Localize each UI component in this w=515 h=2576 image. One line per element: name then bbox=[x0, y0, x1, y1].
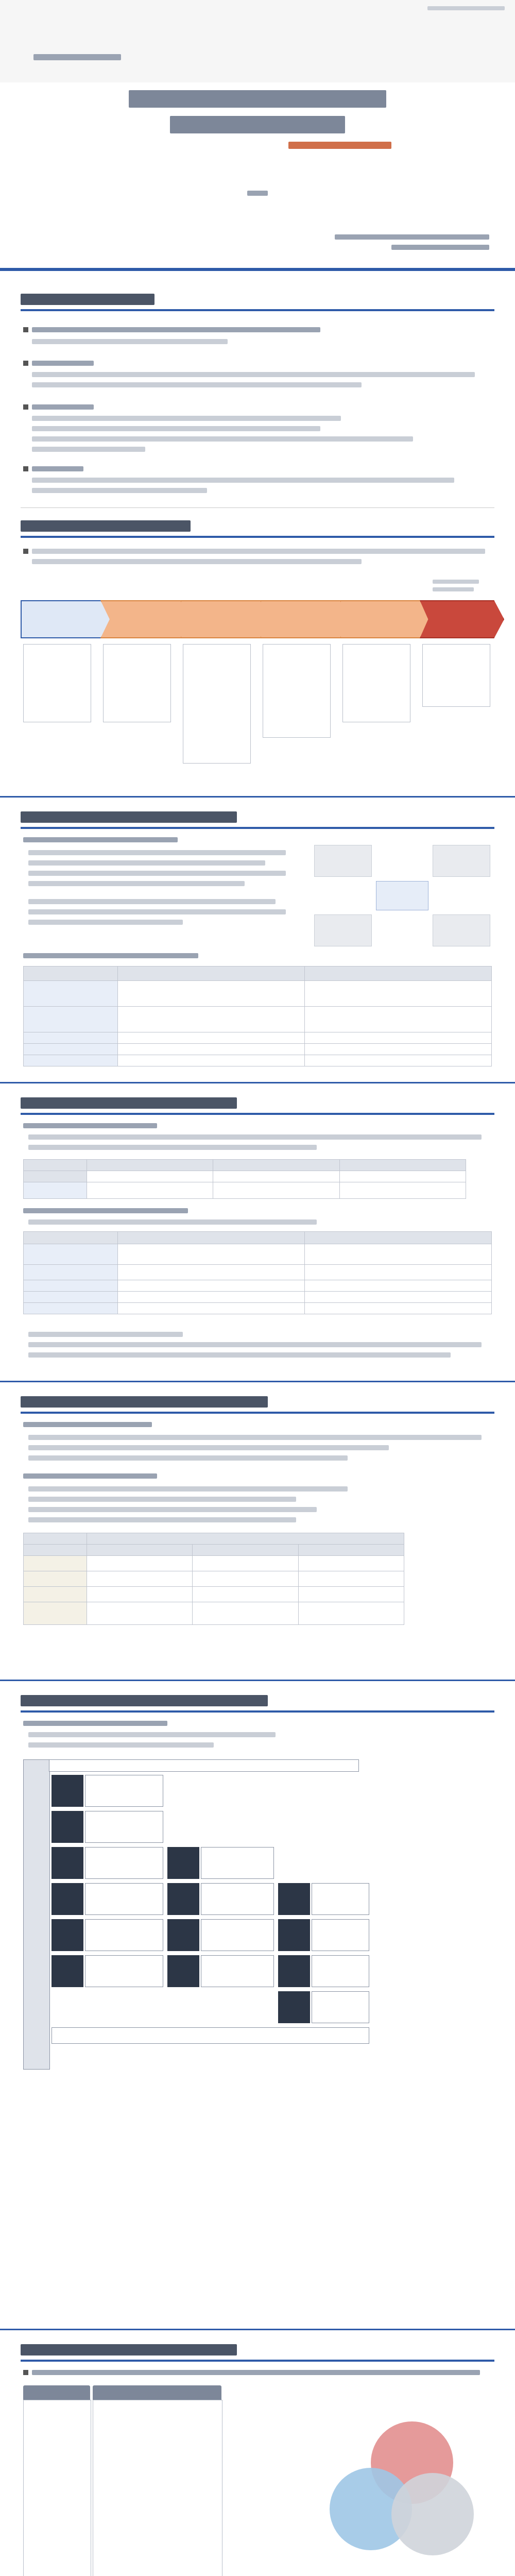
text-line bbox=[32, 2370, 480, 2375]
text-line bbox=[28, 920, 183, 925]
text-line bbox=[28, 1517, 296, 1522]
text-line bbox=[28, 850, 286, 855]
text-line bbox=[28, 1497, 296, 1502]
section-divider bbox=[0, 1381, 515, 1382]
org-column-header bbox=[93, 2385, 221, 2400]
subheading bbox=[23, 1123, 157, 1128]
text-line bbox=[32, 466, 83, 471]
text-line bbox=[32, 339, 228, 344]
text-line bbox=[28, 871, 286, 876]
subheading bbox=[23, 1208, 188, 1213]
text-line bbox=[28, 1435, 482, 1440]
conflict-table bbox=[23, 1159, 466, 1199]
text-line bbox=[28, 1742, 214, 1748]
module-detail-2 bbox=[103, 644, 171, 722]
org-left-column bbox=[23, 2400, 91, 2576]
section-divider bbox=[0, 796, 515, 798]
subheading bbox=[23, 1422, 152, 1427]
section-4-rule bbox=[21, 2360, 494, 2362]
text-line bbox=[28, 1332, 183, 1337]
text-line bbox=[28, 1486, 348, 1492]
section-3-1-title bbox=[21, 811, 237, 823]
bullet bbox=[23, 2370, 28, 2375]
text-line bbox=[32, 478, 454, 483]
text-line bbox=[32, 436, 413, 442]
text-line bbox=[28, 1342, 482, 1347]
text-line bbox=[28, 1352, 451, 1358]
driver-box-please-others bbox=[314, 845, 372, 877]
section-separator bbox=[21, 507, 494, 508]
header-band bbox=[0, 0, 515, 82]
module-step-3 bbox=[180, 600, 272, 638]
module-detail-4 bbox=[263, 644, 331, 738]
subheading bbox=[23, 837, 178, 842]
section-3-2b-rule bbox=[21, 1710, 494, 1713]
text-line bbox=[32, 404, 94, 410]
collaboration-table bbox=[23, 1231, 492, 1314]
section-1-rule bbox=[21, 309, 494, 311]
bullet bbox=[23, 549, 28, 554]
section-1-title bbox=[21, 294, 154, 305]
text-line bbox=[32, 382, 362, 387]
text-line bbox=[32, 372, 475, 377]
subheading bbox=[23, 953, 198, 958]
text-line bbox=[32, 361, 94, 366]
header-main-title-line2 bbox=[170, 116, 345, 133]
section-3-2-rule bbox=[21, 1412, 494, 1414]
section-divider bbox=[0, 1082, 515, 1083]
discount-matrix-table bbox=[23, 1533, 404, 1625]
text-line bbox=[32, 549, 485, 554]
driver-box-hurry-up bbox=[376, 881, 428, 910]
text-line bbox=[28, 1507, 317, 1512]
module-step-2 bbox=[100, 600, 193, 638]
section-2-title bbox=[21, 520, 191, 532]
text-line bbox=[32, 416, 341, 421]
text-line bbox=[28, 1145, 317, 1150]
text-line bbox=[28, 1134, 482, 1140]
text-line bbox=[28, 1455, 348, 1461]
collective-intelligence-circle bbox=[391, 2473, 474, 2555]
text-line bbox=[28, 1732, 276, 1737]
text-line bbox=[28, 909, 286, 914]
section-2-rule bbox=[21, 536, 494, 538]
section-3-1b-rule bbox=[21, 1113, 494, 1115]
bullet bbox=[23, 361, 28, 366]
driver-box-be-strong bbox=[433, 914, 490, 946]
module-detail-5 bbox=[342, 644, 410, 722]
org-column-header bbox=[23, 2385, 90, 2400]
text-line bbox=[32, 488, 207, 493]
text-line bbox=[28, 860, 265, 866]
discount-staircase-diagram bbox=[23, 1759, 384, 2069]
text-line bbox=[32, 426, 320, 431]
note-text bbox=[433, 587, 474, 591]
text-line bbox=[28, 881, 245, 886]
text-line bbox=[28, 1445, 389, 1450]
module-step-5 bbox=[340, 600, 432, 638]
module-step-1 bbox=[21, 600, 113, 638]
module-detail-1 bbox=[23, 644, 91, 722]
driver-table bbox=[23, 966, 492, 1066]
driver-box-be-perfect bbox=[433, 845, 490, 877]
module-step-4 bbox=[260, 600, 352, 638]
header-main-title bbox=[129, 90, 386, 108]
text-line bbox=[32, 327, 320, 332]
header-divider bbox=[0, 268, 515, 271]
module-detail-3 bbox=[183, 644, 251, 764]
module-detail-6 bbox=[422, 644, 490, 707]
subheading bbox=[23, 1473, 157, 1479]
header-year bbox=[247, 191, 268, 196]
note-text bbox=[433, 580, 479, 584]
top-right-tagline bbox=[427, 6, 505, 10]
header-small-label bbox=[33, 54, 121, 60]
bullet bbox=[23, 327, 28, 332]
section-divider bbox=[0, 2329, 515, 2330]
section-3-2-title bbox=[21, 1396, 268, 1408]
header-company bbox=[391, 245, 489, 250]
header-author bbox=[335, 234, 489, 240]
org-mid-column bbox=[93, 2400, 222, 2576]
header-subtitle bbox=[288, 142, 391, 149]
text-line bbox=[32, 559, 362, 564]
section-3-1-rule bbox=[21, 827, 494, 829]
section-3-2b-title bbox=[21, 1695, 268, 1706]
subheading bbox=[23, 1721, 167, 1726]
text-line bbox=[32, 447, 145, 452]
section-4-title bbox=[21, 2344, 237, 2355]
bullet bbox=[23, 466, 28, 471]
bullet bbox=[23, 404, 28, 410]
module-step-6 bbox=[420, 600, 504, 638]
driver-box-try-hard bbox=[314, 914, 372, 946]
section-divider bbox=[0, 1680, 515, 1681]
text-line bbox=[28, 899, 276, 904]
text-line bbox=[28, 1219, 317, 1225]
section-3-1b-title bbox=[21, 1097, 237, 1109]
